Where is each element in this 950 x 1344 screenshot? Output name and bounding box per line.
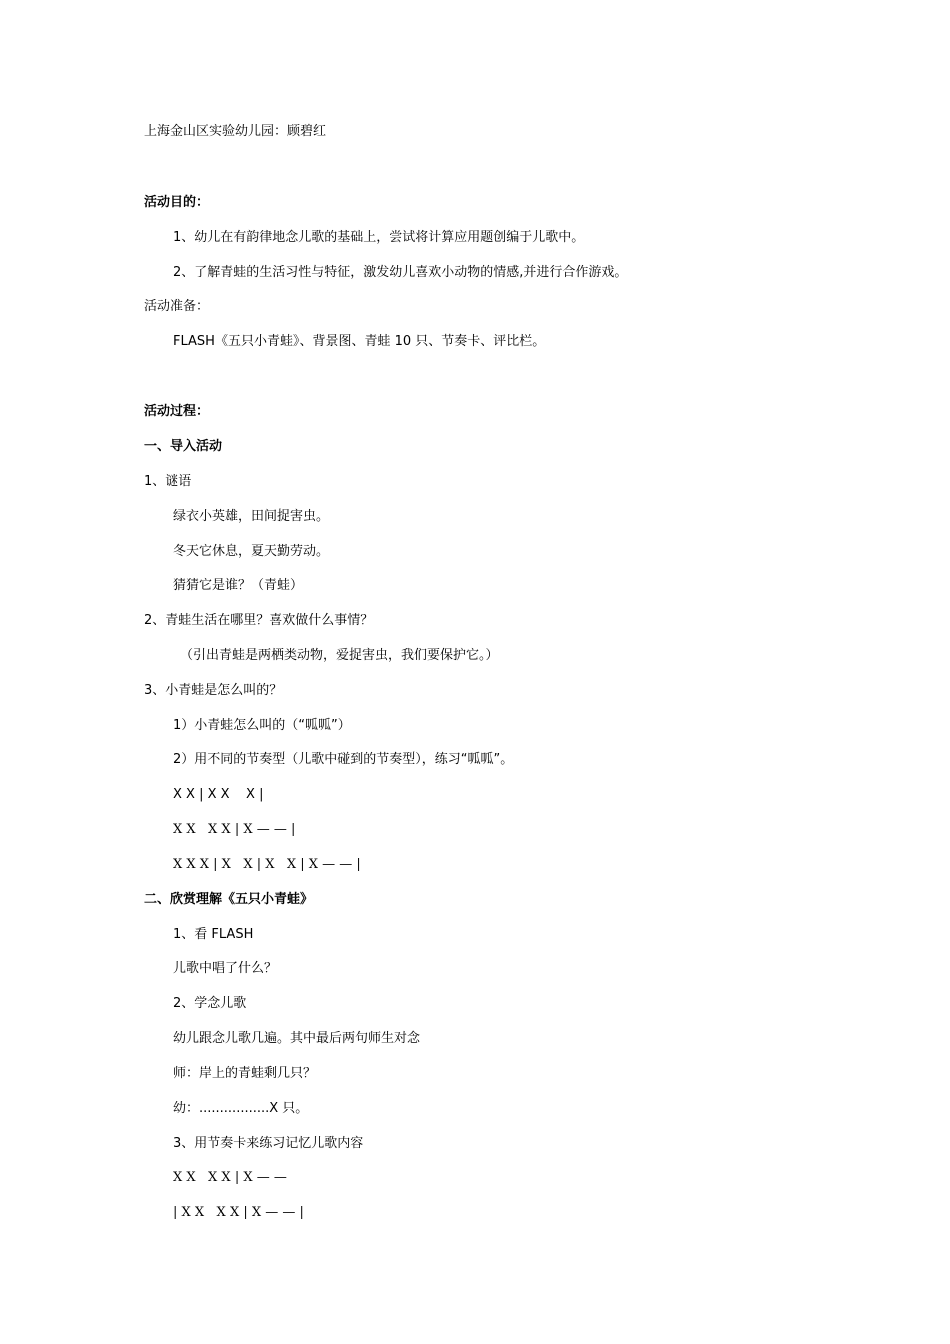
step-3: 3、用节奏卡来练习记忆儿歌内容 xyxy=(173,1136,364,1151)
question-2-note: （引出青蛙是两栖类动物，爱捉害虫，我们要保护它。） xyxy=(180,648,499,663)
rhythm-line: X X | X X X | xyxy=(173,787,264,802)
goal-item: 1、幼儿在有韵律地念儿歌的基础上，尝试将计算应用题创编于儿歌中。 xyxy=(173,230,585,245)
goal-item: 2、了解青蛙的生活习性与特征，激发幼儿喜欢小动物的情感,并进行合作游戏。 xyxy=(173,265,628,280)
rhythm-line: | X X X X | X — — | xyxy=(173,1205,304,1220)
question-3-sub: 1）小青蛙怎么叫的（“呱呱”） xyxy=(173,718,351,733)
goals-heading: 活动目的： xyxy=(144,195,210,210)
process-heading: 活动过程： xyxy=(144,404,210,419)
step-2-description: 幼儿跟念儿歌几遍。其中最后两句师生对念 xyxy=(173,1031,421,1046)
rhythm-line: X X X X | X — — xyxy=(173,1170,287,1185)
riddle-line: 冬天它休息，夏天勤劳动。 xyxy=(173,544,330,559)
rhythm-line: X X X | X X | X X | X — — | xyxy=(173,857,361,872)
question-2: 2、青蛙生活在哪里？喜欢做什么事情？ xyxy=(144,613,374,628)
section1-title: 一、导入活动 xyxy=(144,439,223,454)
riddle-label: 1、谜语 xyxy=(144,474,192,489)
section2-title: 二、欣赏理解《五只小青蛙》 xyxy=(144,892,314,907)
teacher-line: 师：岸上的青蛙剩几只？ xyxy=(173,1066,317,1081)
rhythm-line: X X X X | X — — | xyxy=(173,822,296,837)
riddle-line: 猜猜它是谁？（青蛙） xyxy=(173,578,304,593)
child-line: 幼：.................X 只。 xyxy=(173,1101,309,1116)
preparation-heading: 活动准备： xyxy=(144,299,210,314)
step-2: 2、学念儿歌 xyxy=(173,996,247,1011)
author-line: 上海金山区实验幼儿园：顾碧红 xyxy=(144,124,327,139)
question-3-sub: 2）用不同的节奏型（儿歌中碰到的节奏型），练习“呱呱”。 xyxy=(173,752,514,767)
step-1-question: 儿歌中唱了什么？ xyxy=(173,961,278,976)
riddle-line: 绿衣小英雄，田间捉害虫。 xyxy=(173,509,330,524)
question-3: 3、小青蛙是怎么叫的？ xyxy=(144,683,283,698)
step-1: 1、看 FLASH xyxy=(173,927,254,942)
preparation-content: FLASH《五只小青蛙》、背景图、青蛙 10 只、节奏卡、评比栏。 xyxy=(173,334,546,349)
